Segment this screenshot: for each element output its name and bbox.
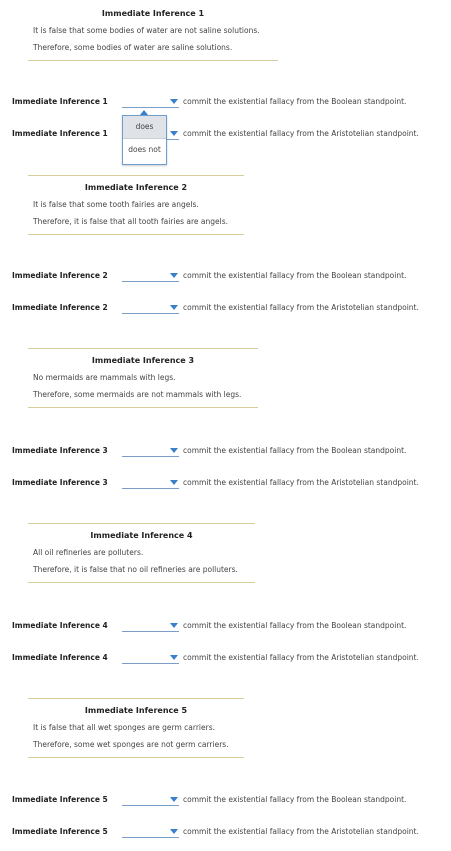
question-text: commit the existential fallacy from the Aristotelian standpoint. xyxy=(183,478,419,487)
caret-down-icon xyxy=(170,448,178,453)
answer-dropdown[interactable] xyxy=(122,652,179,664)
premise-text: It is false that some tooth fairies are angels. xyxy=(33,200,199,209)
question-text: commit the existential fallacy from the Boolean standpoint. xyxy=(183,271,407,280)
card-bottom-rule xyxy=(28,407,258,408)
caret-down-icon xyxy=(170,480,178,485)
caret-down-icon xyxy=(170,829,178,834)
caret-up-icon xyxy=(140,110,148,115)
caret-down-icon xyxy=(170,797,178,802)
caret-down-icon xyxy=(170,655,178,660)
inference-card-3 xyxy=(28,348,258,408)
question-text: commit the existential fallacy from the Boolean standpoint. xyxy=(183,795,407,804)
card-bottom-rule xyxy=(28,60,278,61)
inference-card-4 xyxy=(28,523,255,583)
question-label: Immediate Inference 4 xyxy=(12,653,108,662)
card-title: Immediate Inference 1 xyxy=(101,9,205,18)
option-does[interactable]: does xyxy=(123,116,166,139)
option-does-not[interactable]: does not xyxy=(128,145,161,154)
question-label: Immediate Inference 3 xyxy=(12,446,108,455)
answer-dropdown[interactable] xyxy=(122,445,179,457)
question-text: commit the existential fallacy from the Boolean standpoint. xyxy=(183,621,407,630)
answer-dropdown[interactable] xyxy=(122,270,179,282)
conclusion-text: Therefore, it is false that no oil refineries are polluters. xyxy=(33,565,238,574)
premise-text: All oil refineries are polluters. xyxy=(33,548,144,557)
inference-card-2 xyxy=(28,175,244,235)
inference-card-1 xyxy=(28,8,278,61)
conclusion-text: Therefore, some mermaids are not mammals with legs. xyxy=(33,390,242,399)
card-bottom-rule xyxy=(28,234,244,235)
inference-card-5 xyxy=(28,698,244,758)
card-title: Immediate Inference 2 xyxy=(84,183,188,192)
answer-dropdown[interactable] xyxy=(122,477,179,489)
card-bottom-rule xyxy=(28,757,244,758)
question-text: commit the existential fallacy from the Aristotelian standpoint. xyxy=(183,129,419,138)
question-label: Immediate Inference 2 xyxy=(12,303,108,312)
caret-down-icon xyxy=(170,99,178,104)
card-title: Immediate Inference 3 xyxy=(91,356,195,365)
question-label: Immediate Inference 5 xyxy=(12,827,108,836)
caret-down-icon xyxy=(170,305,178,310)
question-label: Immediate Inference 1 xyxy=(12,129,108,138)
conclusion-text: Therefore, some bodies of water are saline solutions. xyxy=(33,43,233,52)
answer-dropdown[interactable] xyxy=(122,794,179,806)
caret-down-icon xyxy=(170,623,178,628)
question-label: Immediate Inference 2 xyxy=(12,271,108,280)
question-text: commit the existential fallacy from the Boolean standpoint. xyxy=(183,97,407,106)
question-label: Immediate Inference 3 xyxy=(12,478,108,487)
question-text: commit the existential fallacy from the Boolean standpoint. xyxy=(183,446,407,455)
answer-dropdown[interactable] xyxy=(122,826,179,838)
card-title: Immediate Inference 5 xyxy=(84,706,188,715)
question-text: commit the existential fallacy from the Aristotelian standpoint. xyxy=(183,653,419,662)
question-label: Immediate Inference 4 xyxy=(12,621,108,630)
answer-dropdown[interactable] xyxy=(122,302,179,314)
question-label: Immediate Inference 1 xyxy=(12,97,108,106)
card-bottom-rule xyxy=(28,582,255,583)
question-text: commit the existential fallacy from the Aristotelian standpoint. xyxy=(183,303,419,312)
premise-text: It is false that some bodies of water are not saline solutions. xyxy=(33,26,260,35)
answer-dropdown[interactable] xyxy=(122,620,179,632)
conclusion-text: Therefore, some wet sponges are not germ carriers. xyxy=(33,740,229,749)
answer-dropdown[interactable] xyxy=(122,96,179,108)
question-text: commit the existential fallacy from the Aristotelian standpoint. xyxy=(183,827,419,836)
conclusion-text: Therefore, it is false that all tooth fairies are angels. xyxy=(33,217,228,226)
caret-down-icon xyxy=(170,131,178,136)
card-title: Immediate Inference 4 xyxy=(90,531,193,540)
premise-text: No mermaids are mammals with legs. xyxy=(33,373,176,382)
dropdown-menu xyxy=(122,115,167,165)
caret-down-icon xyxy=(170,273,178,278)
question-label: Immediate Inference 5 xyxy=(12,795,108,804)
premise-text: It is false that all wet sponges are germ carriers. xyxy=(33,723,216,732)
